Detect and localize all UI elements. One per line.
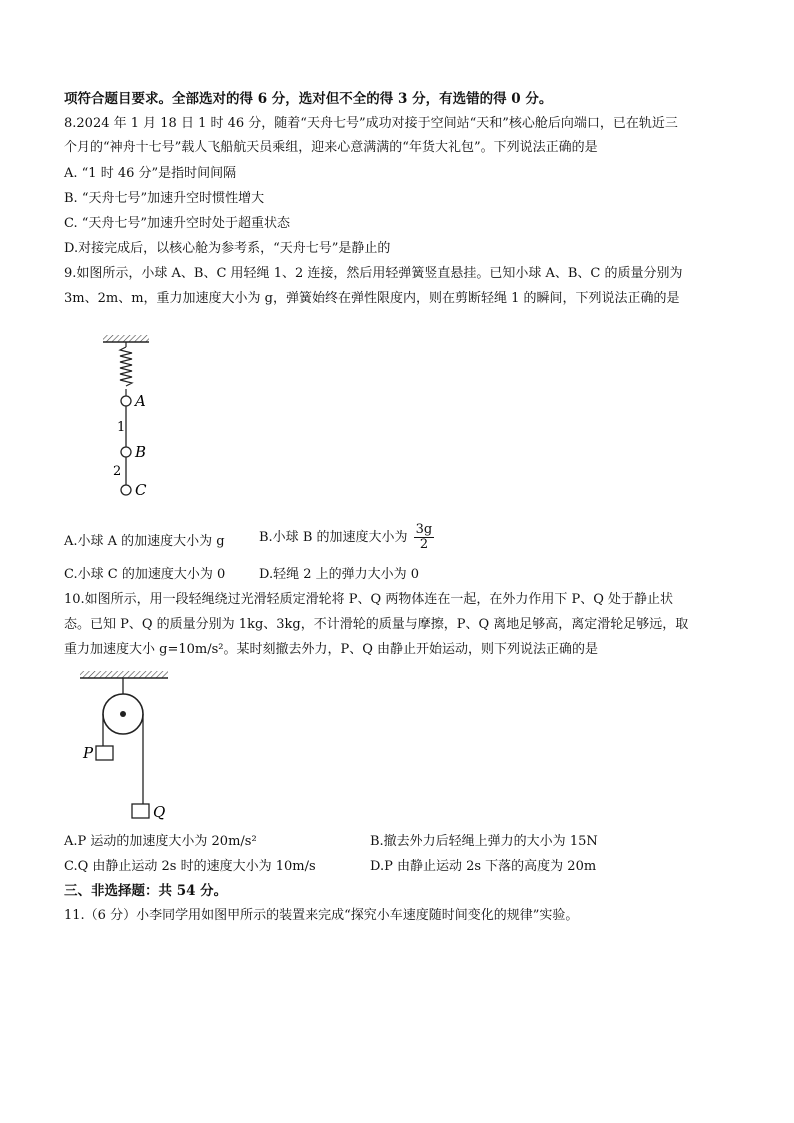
q10-option-c: C.Q 由静止运动 2s 时的速度大小为 10m/s bbox=[64, 859, 316, 874]
label-block-p: P bbox=[83, 744, 94, 762]
q9-stem-line1: 9.如图所示，小球 A、B、C 用轻绳 1、2 连接，然后用轻弹簧竖直悬挂。已知小球 A、B、C 的质量分别为 bbox=[64, 266, 683, 281]
block-p bbox=[96, 746, 113, 760]
q9-option-d: D.轻绳 2 上的弹力大小为 0 bbox=[259, 567, 420, 582]
label-ball-c: C bbox=[135, 481, 147, 499]
label-ball-a: A bbox=[135, 392, 146, 410]
q10-option-b: B.撤去外力后轻绳上弹力的大小为 15N bbox=[370, 834, 598, 849]
fraction-denominator: 2 bbox=[419, 537, 429, 552]
q10-option-d: D.P 由静止运动 2s 下落的高度为 20m bbox=[370, 859, 597, 874]
ball-a bbox=[121, 396, 131, 406]
q10-option-a: A.P 运动的加速度大小为 20m/s² bbox=[64, 834, 257, 849]
label-ball-b: B bbox=[135, 443, 147, 461]
section-instruction: 项符合题目要求。全部选对的得 6 分，选对但不全的得 3 分，有选错的得 0 分。 bbox=[64, 91, 553, 107]
ceiling-hatch bbox=[103, 335, 149, 342]
q8-option-d: D.对接完成后，以核心舱为参考系，“天舟七号”是静止的 bbox=[64, 241, 391, 256]
spring bbox=[120, 347, 132, 386]
ceiling-hatch bbox=[80, 671, 168, 678]
label-rope-2: 2 bbox=[113, 464, 122, 479]
q8-option-b: B. “天舟七号”加速升空时惯性增大 bbox=[64, 191, 265, 206]
q11-stem: 11.（6 分）小李同学用如图甲所示的装置来完成“探究小车速度随时间变化的规律”实验。 bbox=[64, 908, 579, 923]
label-rope-1: 1 bbox=[117, 420, 126, 435]
pulley-axle bbox=[120, 711, 126, 717]
q9-stem-line2: 3m、2m、m，重力加速度大小为 g，弹簧始终在弹性限度内，则在剪断轻绳 1 的瞬间，下列说法正确的是 bbox=[64, 291, 680, 306]
ball-c bbox=[121, 485, 131, 495]
q10-pulley-figure bbox=[75, 668, 195, 830]
q9-option-a: A.小球 A 的加速度大小为 g bbox=[64, 534, 225, 549]
q8-stem-line1: 8.2024 年 1 月 18 日 1 时 46 分，随着“天舟七号”成功对接于空间站“天和”核心舱后向端口，已在轨近三 bbox=[64, 116, 678, 131]
q8-option-a: A. “1 时 46 分”是指时间间隔 bbox=[64, 166, 237, 181]
ball-b bbox=[121, 447, 131, 457]
q10-stem-line1: 10.如图所示，用一段轻绳绕过光滑轻质定滑轮将 P、Q 两物体连在一起，在外力作用下 P、Q 处于静止状 bbox=[64, 592, 674, 607]
q9-option-b-text: B.小球 B 的加速度大小为 bbox=[259, 530, 408, 545]
q8-option-c: C. “天舟七号”加速升空时处于超重状态 bbox=[64, 216, 291, 231]
fraction-numerator: 3g bbox=[415, 522, 433, 537]
q9-option-b-fraction bbox=[414, 523, 435, 552]
q10-stem-line3: 重力加速度大小 g=10m/s²。某时刻撤去外力，P、Q 由静止开始运动，则下列说法正确的是 bbox=[64, 642, 599, 657]
q9-option-c: C.小球 C 的加速度大小为 0 bbox=[64, 567, 226, 582]
q9-option-b bbox=[259, 523, 434, 552]
q10-stem-line2: 态。已知 P、Q 的质量分别为 1kg、3kg，不计滑轮的质量与摩擦，P、Q 离地足够高，离定滑轮足够远，取 bbox=[64, 617, 689, 632]
block-q bbox=[132, 804, 149, 818]
label-block-q: Q bbox=[153, 803, 166, 821]
section-3-title: 三、非选择题：共 54 分。 bbox=[64, 883, 228, 899]
q9-spring-figure bbox=[95, 330, 175, 510]
q8-stem-line2: 个月的“神舟十七号”载人飞船航天员乘组，迎来心意满满的“年货大礼包”。下列说法正确的是 bbox=[64, 140, 598, 155]
